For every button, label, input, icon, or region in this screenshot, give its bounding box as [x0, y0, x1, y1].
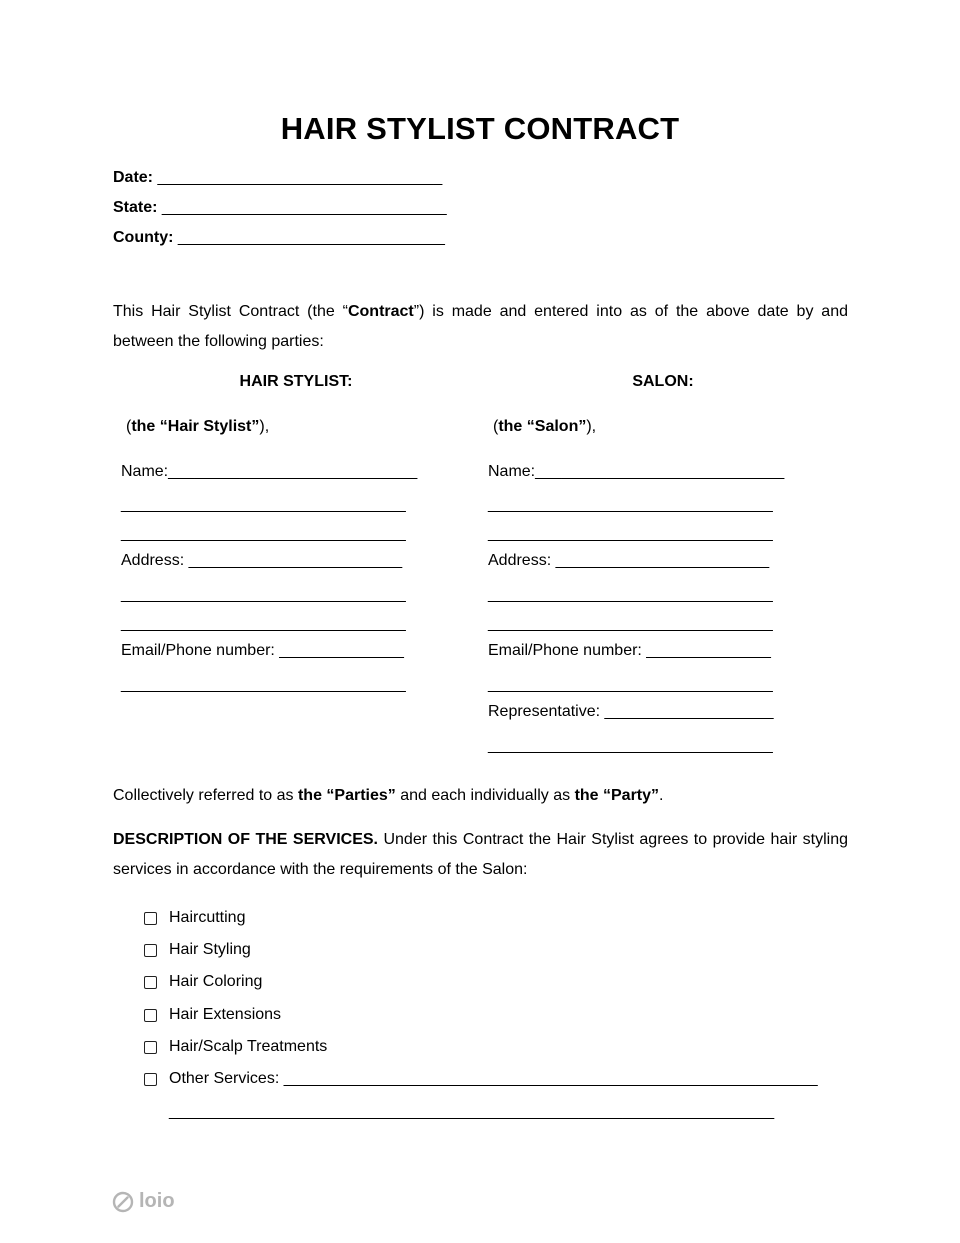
checkbox-icon[interactable]	[144, 912, 157, 925]
intro-paragraph	[113, 297, 848, 357]
collective-text-3: .	[659, 787, 664, 804]
stylist-reference	[126, 418, 269, 436]
stylist-address-line-1[interactable]: ________________________________	[121, 586, 406, 603]
service-label: Hair/Scalp Treatments	[169, 1038, 328, 1055]
salon-name-field[interactable]: Name:____________________________	[488, 463, 785, 480]
county-label: County:	[113, 229, 174, 246]
salon-heading: SALON:	[632, 373, 694, 390]
service-option-hair-extensions[interactable]	[144, 1006, 281, 1024]
stylist-heading: HAIR STYLIST:	[239, 373, 353, 390]
salon-address-line-1[interactable]: ________________________________	[488, 586, 773, 603]
salon-reference	[493, 418, 596, 436]
date-field[interactable]	[113, 169, 442, 187]
service-label: Hair Extensions	[169, 1006, 282, 1023]
intro-bold: Contract	[347, 303, 414, 320]
salon-address-field[interactable]: Address: ________________________	[488, 552, 770, 569]
service-label: Other Services: ____________________________________________________________	[169, 1070, 818, 1087]
salon-address-line-2[interactable]: ________________________________	[488, 615, 773, 632]
salon-name-line-1[interactable]: ________________________________	[488, 496, 773, 513]
service-option-hair-coloring[interactable]	[144, 973, 262, 991]
checkbox-icon[interactable]	[144, 944, 157, 957]
checkbox-icon[interactable]	[144, 976, 157, 989]
services-text: Under this Contract the Hair Stylist agrees to provide hair styling services in accordance with the requirements of the Salon:	[113, 831, 849, 878]
loio-logo-text: loio	[139, 1190, 175, 1212]
state-field[interactable]	[113, 199, 447, 217]
stylist-ref-close: ),	[259, 418, 270, 435]
checkbox-icon[interactable]	[144, 1041, 157, 1054]
service-option-hair-styling[interactable]	[144, 941, 251, 959]
stylist-name-field[interactable]: Name:____________________________	[121, 463, 418, 480]
date-blank: ________________________________	[157, 169, 443, 186]
stylist-name-line-2[interactable]: ________________________________	[121, 525, 406, 542]
salon-representative-field[interactable]: Representative: ___________________	[488, 703, 774, 720]
checkbox-icon[interactable]	[144, 1073, 157, 1086]
intro-text-2: ”) is made and entered into as of the above date by and between the following parties:	[113, 303, 849, 350]
service-label: Hair Coloring	[169, 973, 263, 990]
intro-text-1: This Hair Stylist Contract (the “	[113, 303, 348, 320]
stylist-name-line-1[interactable]: ________________________________	[121, 496, 406, 513]
stylist-ref-bold: the “Hair Stylist”	[131, 418, 260, 435]
service-option-other[interactable]	[144, 1070, 818, 1088]
stylist-ref-open: (	[126, 418, 132, 435]
loio-logo	[112, 1190, 175, 1213]
loio-logo-icon	[112, 1191, 134, 1213]
stylist-address-line-2[interactable]: ________________________________	[121, 615, 406, 632]
salon-email-field[interactable]: Email/Phone number: ______________	[488, 642, 771, 659]
collective-bold-parties: the “Parties”	[297, 787, 396, 804]
salon-ref-bold: the “Salon”	[498, 418, 587, 435]
service-label: Haircutting	[169, 909, 246, 926]
salon-representative-line[interactable]: ________________________________	[488, 737, 773, 754]
collective-text-1: Collectively referred to as	[113, 787, 298, 804]
services-paragraph	[113, 825, 848, 885]
service-option-scalp-treatments[interactable]	[144, 1038, 327, 1056]
service-option-haircutting[interactable]	[144, 909, 245, 927]
other-services-line[interactable]: ____________________________________________________________________	[169, 1103, 775, 1120]
state-blank: ________________________________	[161, 199, 447, 216]
stylist-address-field[interactable]: Address: ________________________	[121, 552, 403, 569]
salon-ref-close: ),	[586, 418, 597, 435]
salon-ref-open: (	[493, 418, 499, 435]
collective-reference	[113, 787, 663, 805]
county-blank: ______________________________	[177, 229, 445, 246]
services-heading: DESCRIPTION OF THE SERVICES.	[113, 831, 379, 848]
date-label: Date:	[113, 169, 154, 186]
salon-name-line-2[interactable]: ________________________________	[488, 525, 773, 542]
document-title: HAIR STYLIST CONTRACT	[280, 111, 680, 146]
collective-bold-party: the “Party”	[574, 787, 660, 804]
salon-email-line[interactable]: ________________________________	[488, 676, 773, 693]
checkbox-icon[interactable]	[144, 1009, 157, 1022]
stylist-email-line[interactable]: ________________________________	[121, 676, 406, 693]
collective-text-2: and each individually as	[395, 787, 575, 804]
service-label: Hair Styling	[169, 941, 251, 958]
county-field[interactable]	[113, 229, 445, 247]
stylist-email-field[interactable]: Email/Phone number: ______________	[121, 642, 404, 659]
state-label: State:	[113, 199, 158, 216]
